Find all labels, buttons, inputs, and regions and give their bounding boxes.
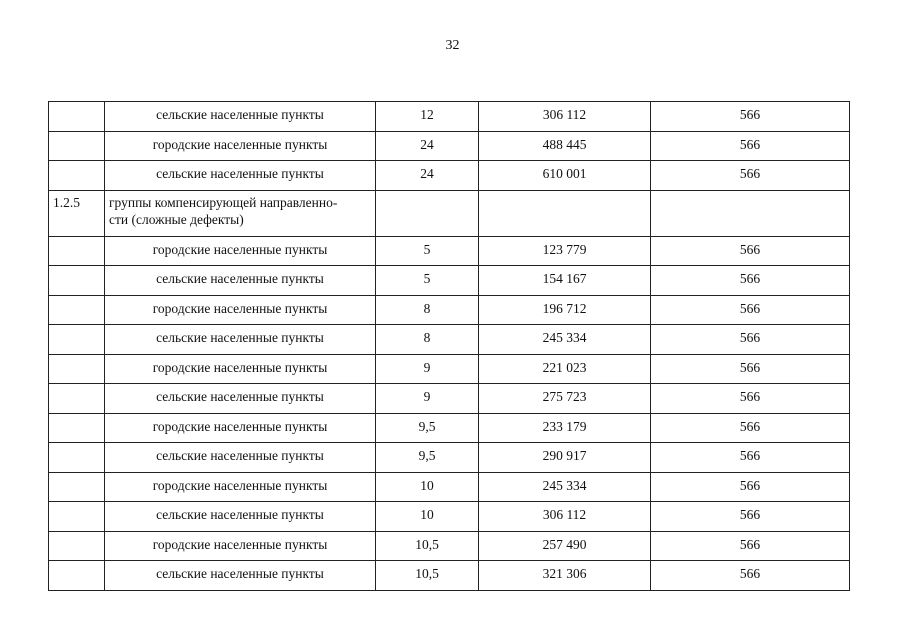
table-row [49, 102, 850, 132]
settlement-type: городские населенные пункты [105, 354, 376, 384]
settlement-type: сельские населенные пункты [105, 443, 376, 473]
cost-value: 123 779 [479, 236, 651, 266]
code-value: 566 [651, 266, 850, 296]
hours-value: 9 [376, 384, 479, 414]
row-number [49, 413, 105, 443]
page-number: 32 [445, 38, 460, 53]
settlement-type: сельские населенные пункты [105, 561, 376, 591]
settlement-type: сельские населенные пункты [105, 102, 376, 132]
hours-value: 10,5 [376, 561, 479, 591]
hours-value: 24 [376, 131, 479, 161]
cost-value: 488 445 [479, 131, 651, 161]
settlement-type: сельские населенные пункты [105, 266, 376, 296]
cost-value: 610 001 [479, 161, 651, 191]
settlement-type: городские населенные пункты [105, 531, 376, 561]
row-number [49, 502, 105, 532]
settlement-type: городские населенные пункты [105, 131, 376, 161]
row-number [49, 354, 105, 384]
code-value: 566 [651, 131, 850, 161]
table-row [49, 266, 850, 296]
tariff-table [48, 101, 850, 591]
hours-value: 8 [376, 325, 479, 355]
cost-value: 233 179 [479, 413, 651, 443]
code-value: 566 [651, 325, 850, 355]
table-row [49, 384, 850, 414]
cost-value: 154 167 [479, 266, 651, 296]
group-title-line-1: группы компенсирующей направленно- [109, 194, 338, 210]
hours-value: 10,5 [376, 531, 479, 561]
cost-value: 290 917 [479, 443, 651, 473]
hours-value: 9 [376, 354, 479, 384]
cost-value: 245 334 [479, 472, 651, 502]
hours-value: 10 [376, 472, 479, 502]
table-row [49, 531, 850, 561]
group-title [105, 190, 376, 236]
cost-value: 275 723 [479, 384, 651, 414]
cost-value: 306 112 [479, 502, 651, 532]
table-row [49, 236, 850, 266]
cost-value: 221 023 [479, 354, 651, 384]
table-row [49, 413, 850, 443]
settlement-type: сельские населенные пункты [105, 384, 376, 414]
settlement-type: городские населенные пункты [105, 295, 376, 325]
row-number [49, 325, 105, 355]
settlement-type: сельские населенные пункты [105, 161, 376, 191]
settlement-type: городские населенные пункты [105, 236, 376, 266]
code-value: 566 [651, 161, 850, 191]
row-number [49, 295, 105, 325]
settlement-type: городские населенные пункты [105, 472, 376, 502]
row-number [49, 531, 105, 561]
cost-value: 196 712 [479, 295, 651, 325]
table-row [49, 561, 850, 591]
table-row [49, 325, 850, 355]
row-number [49, 561, 105, 591]
row-number [49, 472, 105, 502]
code-value: 566 [651, 236, 850, 266]
group-header-row [49, 190, 850, 236]
table-row [49, 443, 850, 473]
code-value [651, 190, 850, 236]
hours-value: 5 [376, 266, 479, 296]
row-number [49, 131, 105, 161]
hours-value: 9,5 [376, 443, 479, 473]
cost-value: 306 112 [479, 102, 651, 132]
row-number [49, 384, 105, 414]
code-value: 566 [651, 443, 850, 473]
row-number [49, 102, 105, 132]
code-value: 566 [651, 561, 850, 591]
hours-value: 8 [376, 295, 479, 325]
hours-value: 24 [376, 161, 479, 191]
table-row [49, 161, 850, 191]
cost-value: 321 306 [479, 561, 651, 591]
cost-value: 257 490 [479, 531, 651, 561]
table-row [49, 502, 850, 532]
row-number [49, 236, 105, 266]
row-number: 1.2.5 [49, 190, 105, 236]
code-value: 566 [651, 531, 850, 561]
table-row [49, 295, 850, 325]
hours-value: 12 [376, 102, 479, 132]
code-value: 566 [651, 295, 850, 325]
settlement-type: сельские населенные пункты [105, 325, 376, 355]
settlement-type: сельские населенные пункты [105, 502, 376, 532]
row-number [49, 443, 105, 473]
hours-value [376, 190, 479, 236]
hours-value: 5 [376, 236, 479, 266]
table-row [49, 472, 850, 502]
hours-value: 10 [376, 502, 479, 532]
row-number [49, 266, 105, 296]
code-value: 566 [651, 102, 850, 132]
code-value: 566 [651, 354, 850, 384]
cost-value: 245 334 [479, 325, 651, 355]
settlement-type: городские населенные пункты [105, 413, 376, 443]
cost-value [479, 190, 651, 236]
code-value: 566 [651, 502, 850, 532]
code-value: 566 [651, 384, 850, 414]
table-row [49, 354, 850, 384]
group-title-line-2: сти (сложные дефекты) [109, 211, 244, 227]
code-value: 566 [651, 413, 850, 443]
code-value: 566 [651, 472, 850, 502]
hours-value: 9,5 [376, 413, 479, 443]
table-row [49, 131, 850, 161]
row-number [49, 161, 105, 191]
